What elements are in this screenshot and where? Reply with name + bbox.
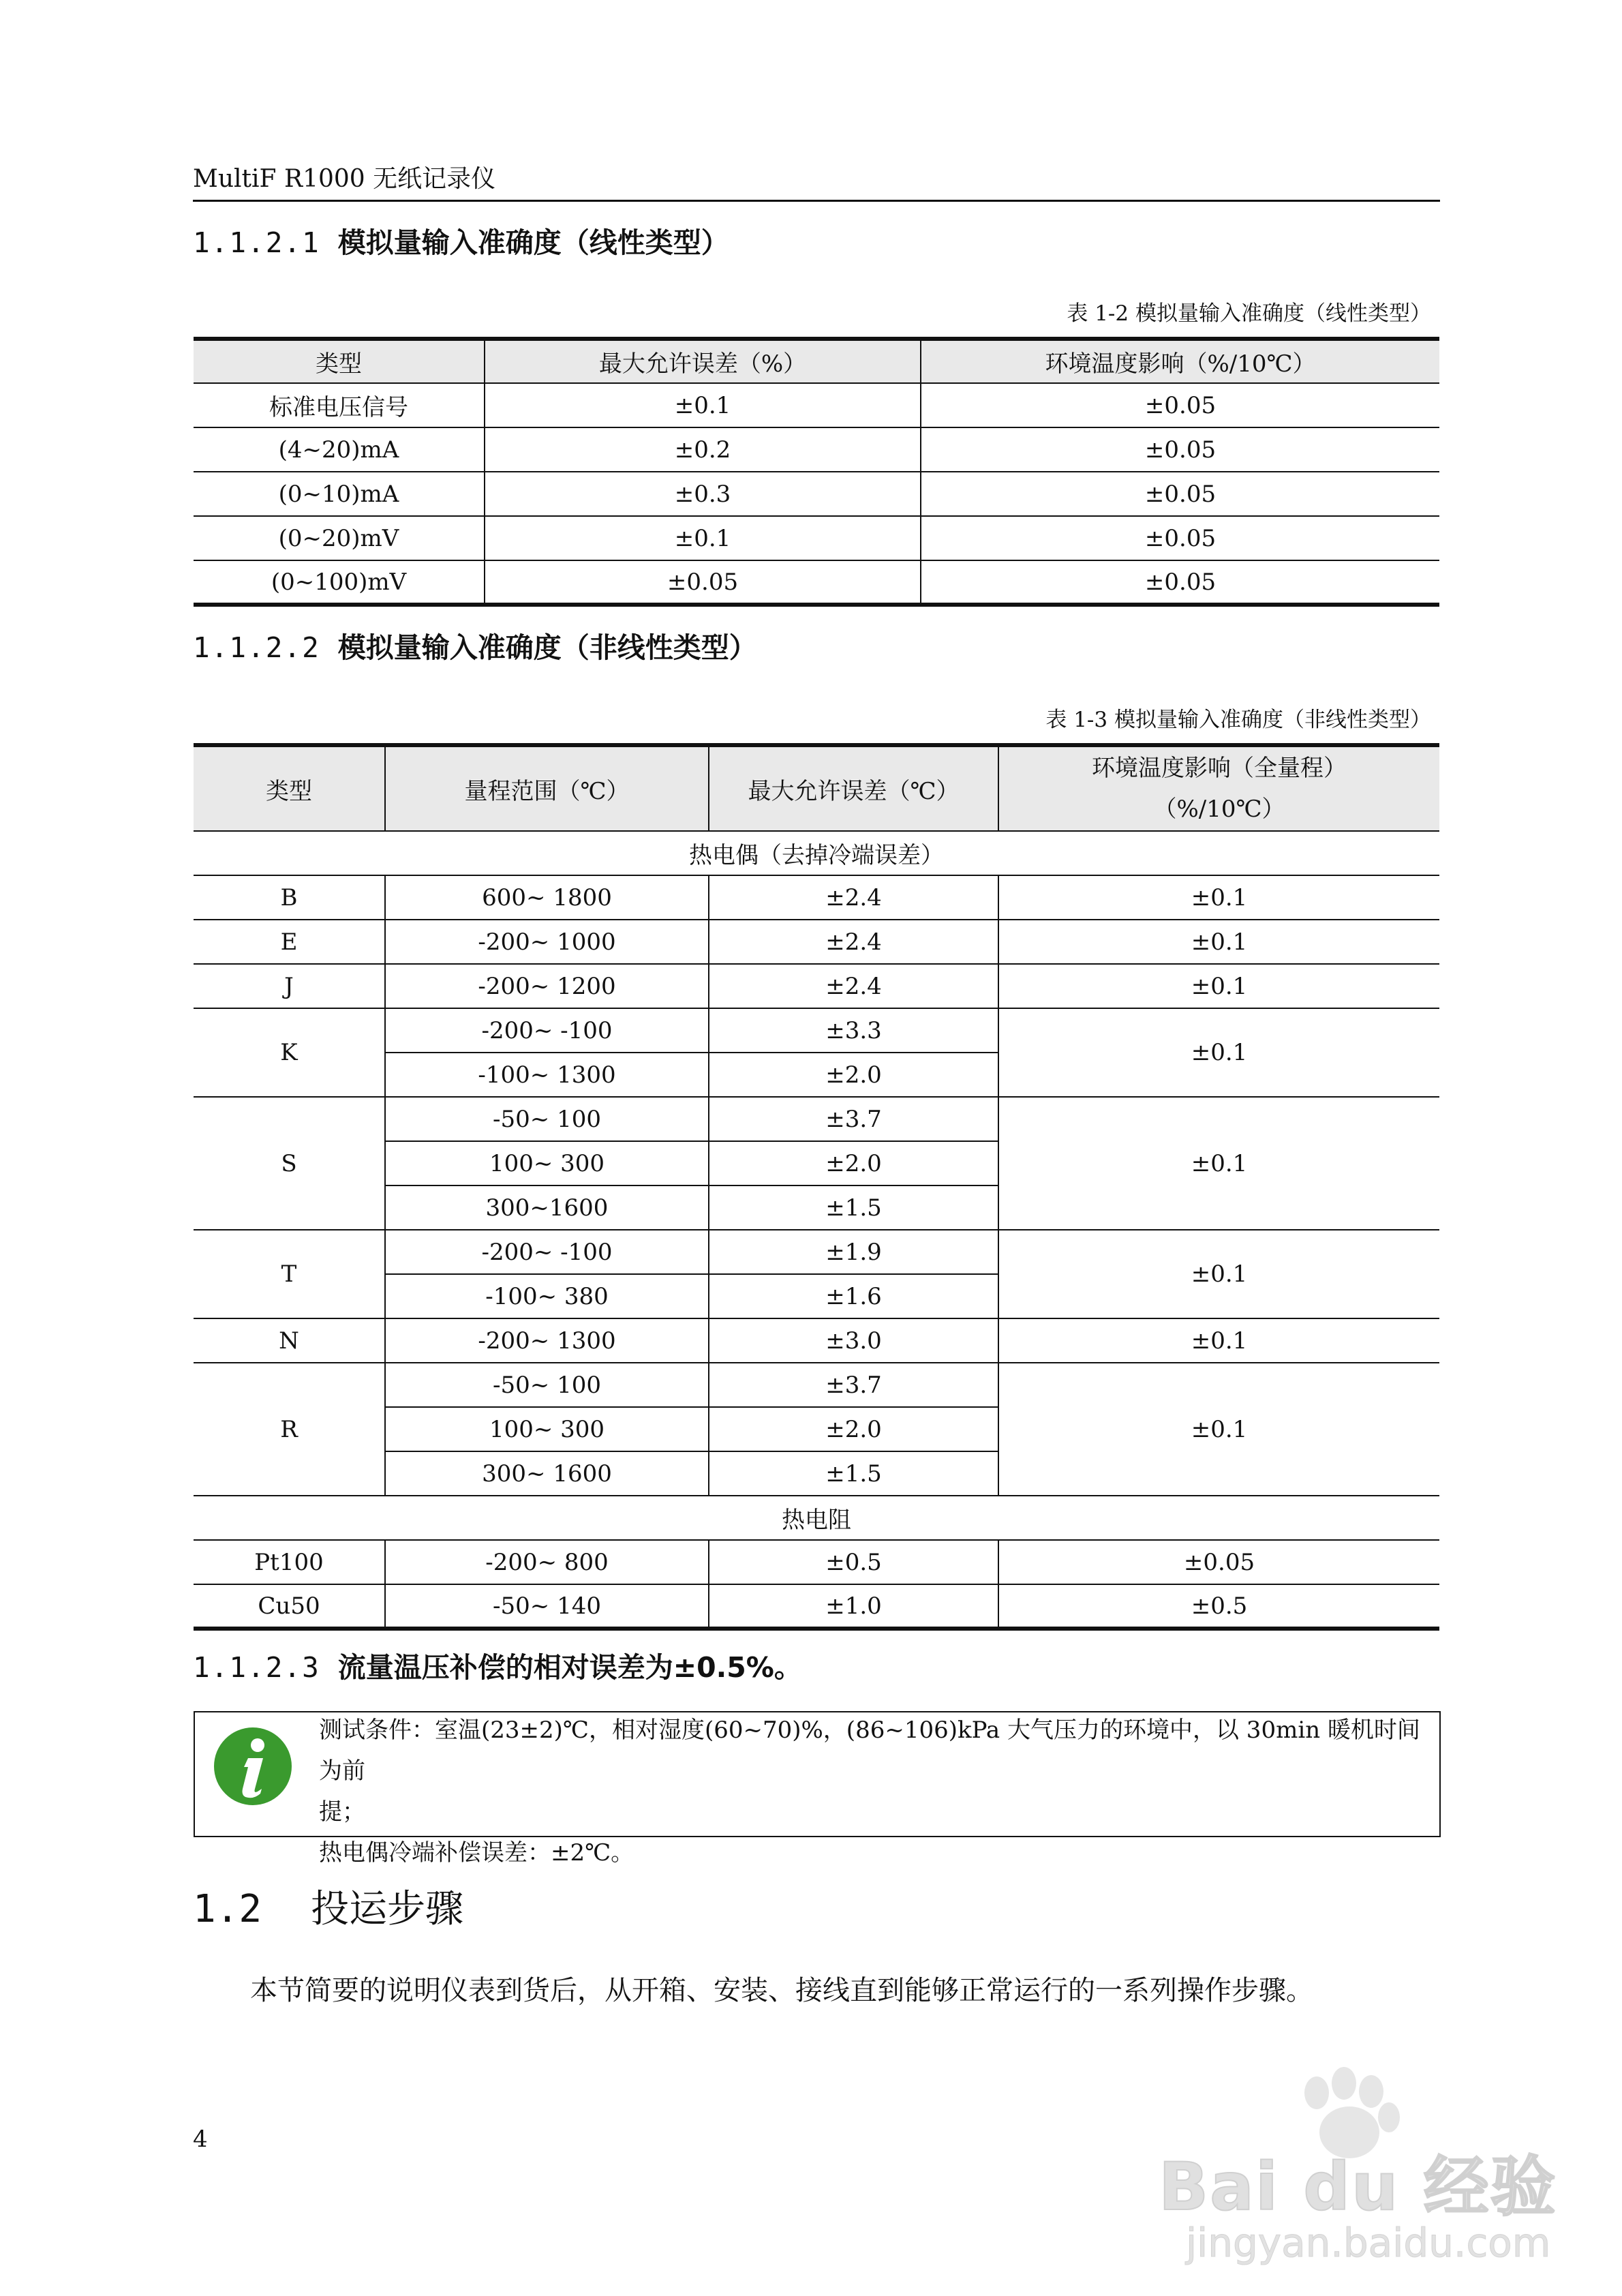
table-cell: ±0.1 — [998, 964, 1439, 1008]
note-line: 测试条件：室温(23±2)℃，相对湿度(60~70)%，(86~106)kPa 大气压力的环境中，以 30min 暖机时间为前 — [319, 1717, 1420, 1785]
column-header: 最大允许误差（%） — [485, 339, 921, 383]
table-cell: ±3.7 — [709, 1097, 998, 1141]
table-header-row — [194, 339, 1439, 383]
table-cell: ±0.1 — [998, 875, 1439, 920]
table-row — [194, 1318, 1439, 1363]
table-cell: ±3.7 — [709, 1363, 998, 1407]
table-cell: 300~1600 — [385, 1185, 709, 1230]
table-cell: ±1.5 — [709, 1451, 998, 1496]
header-rule — [193, 200, 1440, 202]
section-number: 1.2 — [193, 1887, 262, 1931]
table-row — [194, 1584, 1439, 1629]
table-cell: ±0.05 — [921, 560, 1439, 605]
body-paragraph: 本节简要的说明仪表到货后，从开箱、安装、接线直到能够正常运行的一系列操作步骤。 — [250, 1975, 1313, 2006]
table-cell: Cu50 — [194, 1584, 385, 1629]
watermark-logo: Bai du 经验 — [1159, 2149, 1557, 2225]
table-header-row — [194, 745, 1439, 831]
table-cell: (0~100)mV — [194, 560, 485, 605]
table-cell: (0~10)mA — [194, 472, 485, 516]
section-number: 1.1.2.1 — [193, 226, 320, 259]
table-cell: ±2.4 — [709, 964, 998, 1008]
table-cell: -200~ 1300 — [385, 1318, 709, 1363]
table-cell: (0~20)mV — [194, 516, 485, 560]
table-cell: ±0.1 — [998, 920, 1439, 964]
table-cell: 600~ 1800 — [385, 875, 709, 920]
table-cell: -50~ 140 — [385, 1584, 709, 1629]
table-cell: -200~ 1200 — [385, 964, 709, 1008]
table-cell: ±2.0 — [709, 1141, 998, 1185]
table-row — [194, 1008, 1439, 1053]
table-row — [194, 1363, 1439, 1407]
table-1-3-caption: 表 1-3 模拟量输入准确度（非线性类型） — [1045, 708, 1431, 732]
table-cell: ±0.5 — [998, 1584, 1439, 1629]
table-cell: ±2.4 — [709, 875, 998, 920]
page-number: 4 — [193, 2126, 208, 2153]
table-cell: T — [194, 1230, 385, 1318]
table-cell: ±3.3 — [709, 1008, 998, 1053]
column-header: 环境温度影响（%/10℃） — [921, 339, 1439, 383]
table-cell: -50~ 100 — [385, 1097, 709, 1141]
table-cell: ±0.1 — [998, 1363, 1439, 1496]
table-cell: ±0.05 — [921, 516, 1439, 560]
table-cell: ±0.3 — [485, 472, 921, 516]
table-cell: ±0.5 — [709, 1540, 998, 1584]
table-cell: ±0.05 — [485, 560, 921, 605]
table-cell: 标准电压信号 — [194, 383, 485, 427]
section-heading-1-1-2-2 — [193, 629, 757, 667]
table-cell: ±0.1 — [998, 1008, 1439, 1097]
table-cell: -200~ 1000 — [385, 920, 709, 964]
table-cell: K — [194, 1008, 385, 1097]
column-header: 量程范围（℃） — [385, 745, 709, 831]
column-header: 最大允许误差（℃） — [709, 745, 998, 831]
table-row — [194, 472, 1439, 516]
table-group-row — [194, 1496, 1439, 1540]
table-row — [194, 1540, 1439, 1584]
table-cell: 100~ 300 — [385, 1407, 709, 1451]
table-cell: -200~ 800 — [385, 1540, 709, 1584]
section-heading-1-1-2-3 — [193, 1648, 802, 1687]
table-row — [194, 427, 1439, 472]
table-cell: R — [194, 1363, 385, 1496]
table-cell: ±3.0 — [709, 1318, 998, 1363]
table-row — [194, 1097, 1439, 1141]
section-title: 流量温压补偿的相对误差为±0.5%。 — [337, 1651, 802, 1684]
table-cell: -100~ 1300 — [385, 1053, 709, 1097]
section-title: 模拟量输入准确度（非线性类型） — [337, 631, 757, 664]
note-line: 热电偶冷端补偿误差：±2℃。 — [319, 1839, 634, 1867]
note-line: 提； — [319, 1798, 365, 1826]
table-cell: 100~ 300 — [385, 1141, 709, 1185]
table-cell: ±0.1 — [998, 1230, 1439, 1318]
column-header — [998, 745, 1439, 831]
table-cell: ±1.9 — [709, 1230, 998, 1274]
table-cell: ±2.0 — [709, 1053, 998, 1097]
table-cell: ±0.1 — [485, 516, 921, 560]
running-header: MultiF R1000 无纸记录仪 — [193, 165, 496, 193]
table-cell: ±0.05 — [921, 427, 1439, 472]
table-cell: S — [194, 1097, 385, 1230]
table-cell: J — [194, 964, 385, 1008]
table-row — [194, 1230, 1439, 1274]
table-cell: Pt100 — [194, 1540, 385, 1584]
table-row — [194, 560, 1439, 605]
table-row — [194, 920, 1439, 964]
table-cell: -100~ 380 — [385, 1274, 709, 1318]
table-cell: -200~ -100 — [385, 1008, 709, 1053]
column-header: 类型 — [194, 745, 385, 831]
info-icon — [213, 1726, 293, 1807]
section-title: 投运步骤 — [311, 1887, 464, 1931]
section-number: 1.1.2.2 — [193, 631, 320, 664]
group-label: 热电偶（去掉冷端误差） — [194, 831, 1439, 875]
section-heading-1-1-2-1 — [193, 224, 729, 262]
group-label: 热电阻 — [194, 1496, 1439, 1540]
table-cell: ±0.2 — [485, 427, 921, 472]
note-text — [319, 1710, 1430, 1873]
column-header-line: （%/10℃） — [1153, 796, 1285, 823]
table-cell: ±0.1 — [485, 383, 921, 427]
table-row — [194, 964, 1439, 1008]
table-cell: 300~ 1600 — [385, 1451, 709, 1496]
table-cell: ±2.4 — [709, 920, 998, 964]
table-cell: (4~20)mA — [194, 427, 485, 472]
table-cell: ±1.0 — [709, 1584, 998, 1629]
table-group-row — [194, 831, 1439, 875]
table-1-3 — [194, 743, 1439, 1631]
table-cell: ±2.0 — [709, 1407, 998, 1451]
column-header: 类型 — [194, 339, 485, 383]
table-row — [194, 875, 1439, 920]
table-cell: E — [194, 920, 385, 964]
table-row — [194, 516, 1439, 560]
table-cell: -200~ -100 — [385, 1230, 709, 1274]
table-cell: N — [194, 1318, 385, 1363]
table-cell: ±1.6 — [709, 1274, 998, 1318]
table-cell: -50~ 100 — [385, 1363, 709, 1407]
section-number: 1.1.2.3 — [193, 1651, 320, 1684]
table-cell: ±1.5 — [709, 1185, 998, 1230]
table-cell: ±0.05 — [921, 472, 1439, 516]
table-cell: ±0.05 — [921, 383, 1439, 427]
watermark-url: jingyan.baidu.com — [1186, 2220, 1551, 2266]
section-heading-1-2 — [193, 1886, 463, 1933]
baidu-watermark — [1159, 2059, 1557, 2284]
table-row — [194, 383, 1439, 427]
table-cell: B — [194, 875, 385, 920]
table-cell: ±0.1 — [998, 1097, 1439, 1230]
table-1-2-caption: 表 1-2 模拟量输入准确度（线性类型） — [1067, 301, 1431, 326]
table-cell: ±0.05 — [998, 1540, 1439, 1584]
section-title: 模拟量输入准确度（线性类型） — [337, 226, 729, 259]
table-cell: ±0.1 — [998, 1318, 1439, 1363]
column-header-line: 环境温度影响（全量程） — [1092, 755, 1347, 782]
table-1-2 — [194, 337, 1439, 607]
